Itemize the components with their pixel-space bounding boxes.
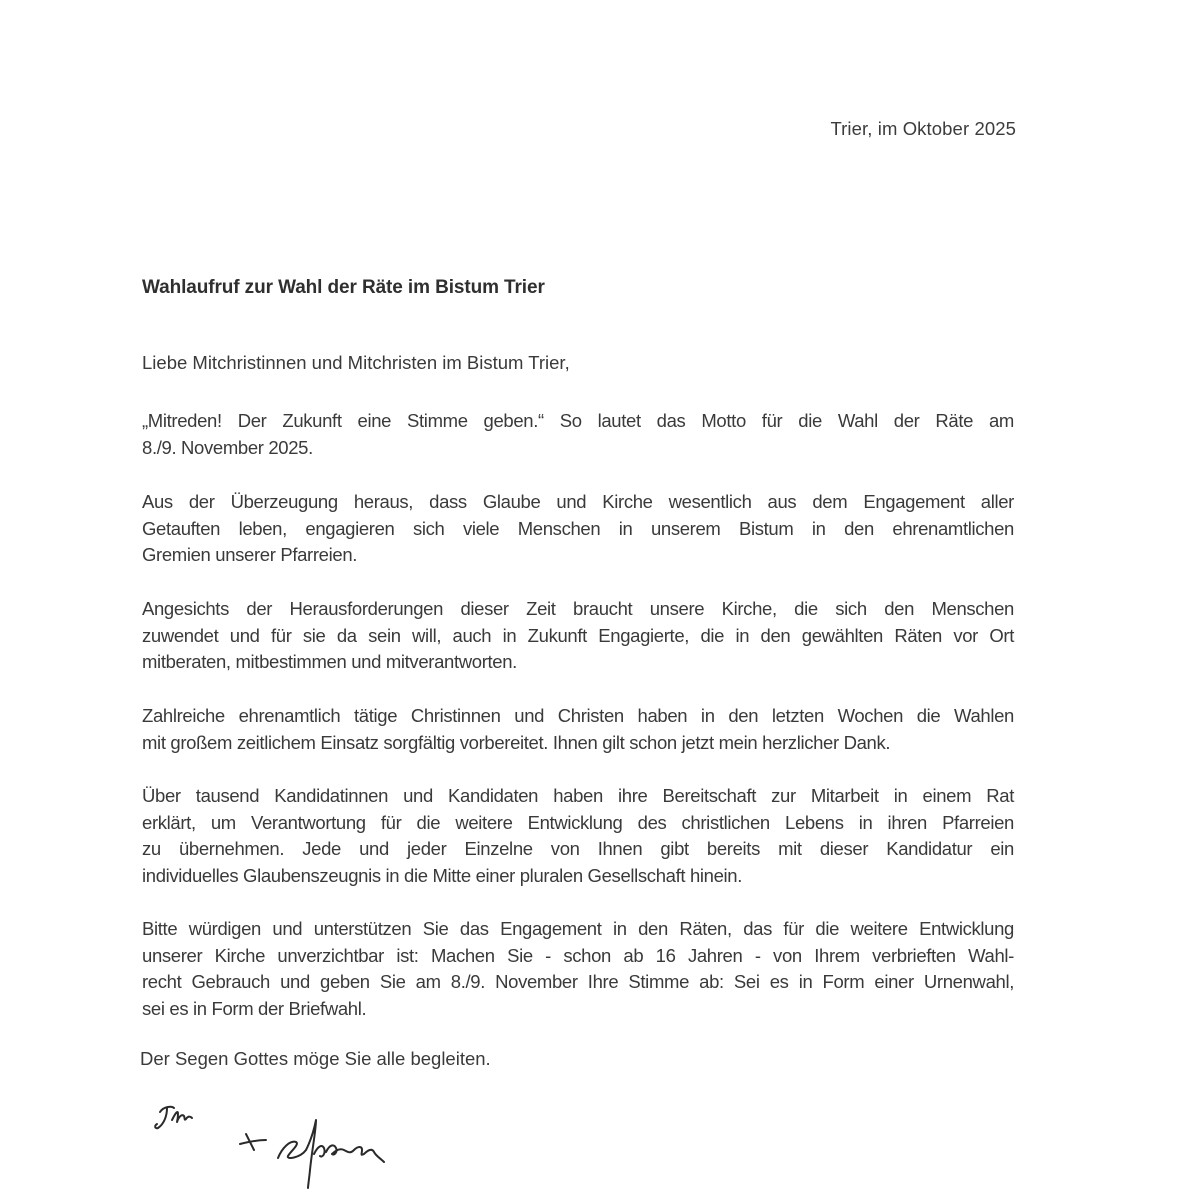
paragraph-motto	[142, 408, 1014, 461]
signature-name-stroke	[278, 1120, 316, 1188]
paragraph-line: zuwendet und für sie da sein will, auch in Zukunft Engagierte, die in den gewählten Räten vor Ort	[142, 624, 1014, 646]
paragraph-line: recht Gebrauch und geben Sie am 8./9. November Ihre Stimme ab: Sei es in Form einer Urnenwahl,	[142, 971, 1014, 992]
paragraph-line: Gremien unserer Pfarreien.	[142, 544, 358, 565]
paragraph-line: zu übernehmen. Jede und jeder Einzelne von Ihnen gibt bereits mit dieser Kandidatur ein	[142, 838, 1014, 859]
signature-ihr-stroke	[155, 1107, 174, 1128]
handwritten-signature	[150, 1100, 430, 1190]
paragraph-line: mitberaten, mitbestimmen und mitverantworten.	[142, 651, 517, 672]
paragraph-challenges	[142, 596, 1014, 676]
paragraph-line: Aus der Überzeugung heraus, dass Glaube und Kirche wesentlich aus dem Engagement aller	[142, 491, 1014, 512]
paragraph-line: erklärt, um Verantwortung für die weitere Entwicklung des christlichen Lebens in ihren Pfarreien	[142, 811, 1014, 833]
salutation: Liebe Mitchristinnen und Mitchristen im Bistum Trier,	[142, 352, 570, 373]
letter-title: Wahlaufruf zur Wahl der Räte im Bistum Trier	[142, 277, 545, 298]
paragraph-line: Zahlreiche ehrenamtlich tätige Christinnen und Christen haben in den letzten Wochen die Wahlen	[142, 705, 1014, 726]
paragraph-line: Über tausend Kandidatinnen und Kandidaten haben ihre Bereitschaft zur Mitarbeit in einem Rat	[142, 785, 1014, 806]
paragraph-line: mit großem zeitlichem Einsatz sorgfältig vorbereitet. Ihnen gilt schon jetzt mein herzlicher Dank.	[142, 731, 891, 753]
paragraph-call-to-vote	[142, 916, 1014, 1022]
paragraph-candidates	[142, 783, 1014, 889]
place-date: Trier, im Oktober 2025	[830, 118, 1016, 139]
paragraph-line: Angesichts der Herausforderungen dieser Zeit braucht unsere Kirche, die sich den Menschen	[142, 598, 1014, 619]
paragraph-line: 8./9. November 2025.	[142, 436, 313, 458]
signature-cross-stroke	[240, 1140, 266, 1144]
paragraph-line: unserer Kirche unverzichtbar ist: Machen Sie - schon ab 16 Jahren - von Ihrem verbrieften Wahl-	[142, 944, 1014, 966]
closing-blessing: Der Segen Gottes möge Sie alle begleiten.	[140, 1048, 491, 1069]
paragraph-line: sei es in Form der Briefwahl.	[142, 997, 367, 1019]
paragraph-line: Getauften leben, engagieren sich viele Menschen in unserem Bistum in den ehrenamtlichen	[142, 517, 1014, 539]
paragraph-conviction	[142, 489, 1014, 569]
signature-icon	[150, 1100, 430, 1190]
paragraph-line: „Mitreden! Der Zukunft eine Stimme geben.“ So lautet das Motto für die Wahl der Räte am	[142, 410, 1014, 431]
paragraph-thanks	[142, 703, 1014, 756]
signature-ihr-stroke	[172, 1112, 192, 1122]
signature-name-stroke	[314, 1145, 384, 1162]
paragraph-line: Bitte würdigen und unterstützen Sie das Engagement in den Räten, das für die weitere Entwicklung	[142, 918, 1014, 939]
paragraph-line: individuelles Glaubenszeugnis in die Mitte einer pluralen Gesellschaft hinein.	[142, 864, 743, 886]
